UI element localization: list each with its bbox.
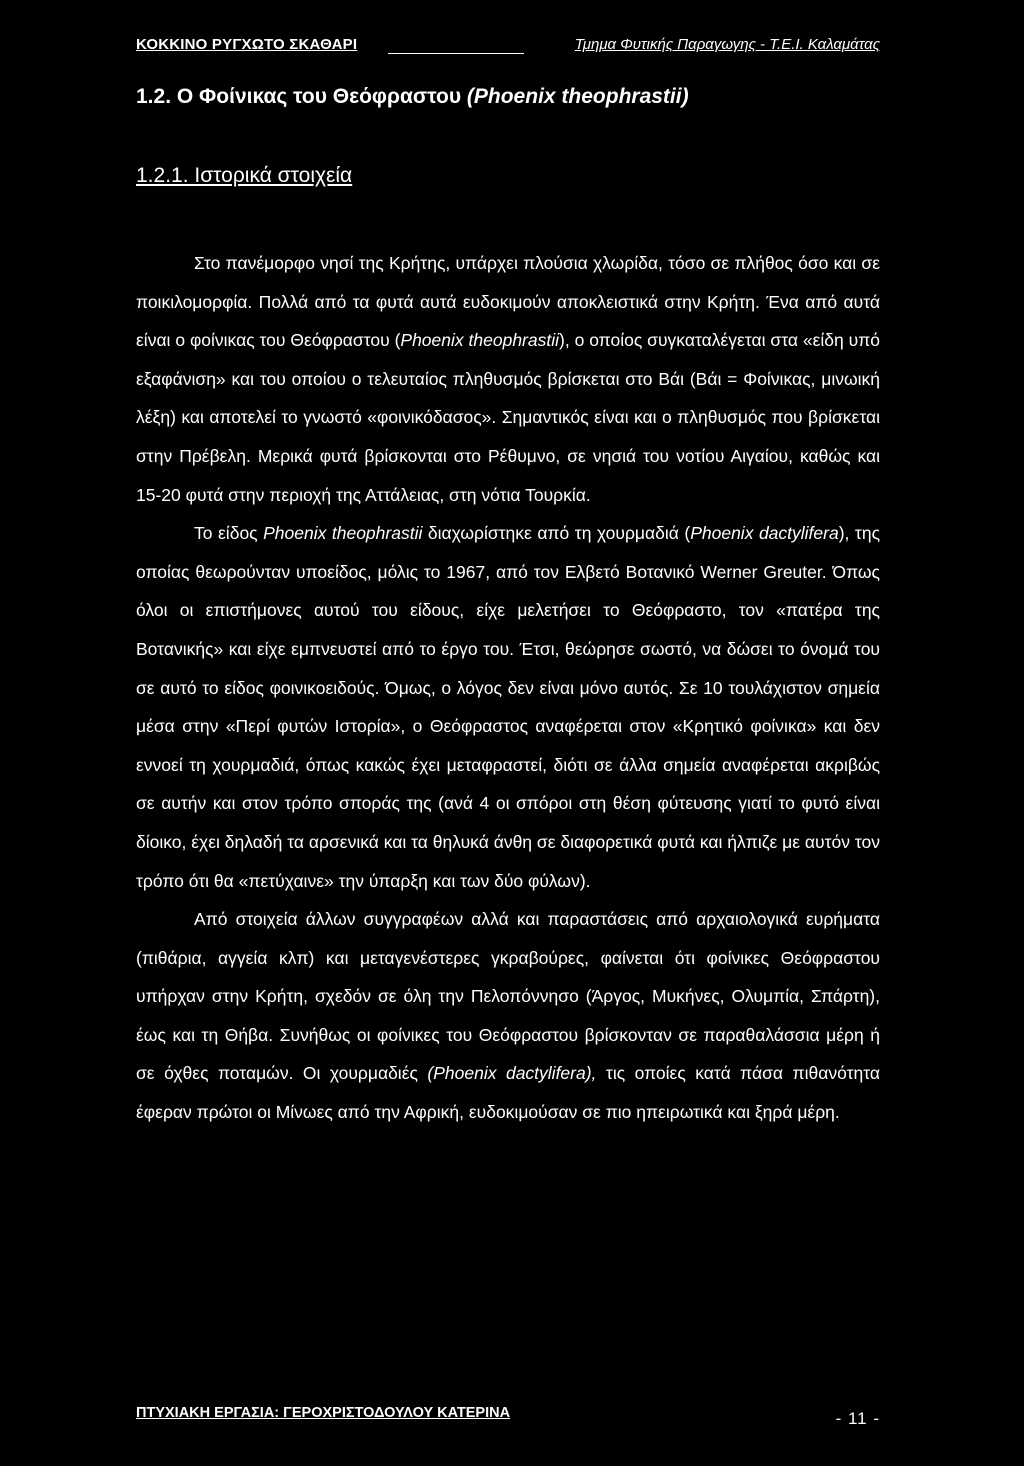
- text-run: ), ο οποίος συγκαταλέγεται στα «είδη υπό εξαφάνιση» και του οποίου ο τελευταίος πληθυσμός βρίσκεται στο Βάι (Βάι = Φοίνικας, μινωική λέξη) και αποτελεί το γνωστό «φοινικόδασος». Σημαντικός είναι και ο πληθυσμός που βρίσκεται στην Πρέβελη. Μερικά φυτά βρίσκονται στο Ρέθυμνο, σε νησιά του νοτίου Αιγαίου, καθώς και 15-20 φυτά στην περιοχή της Αττάλειας, στη νότια Τουρκία.: [136, 330, 881, 505]
- text-run: Το είδος: [194, 523, 264, 544]
- text-run: Από στοιχεία άλλων συγγραφέων αλλά και παραστάσεις από αρχαιολογικά ευρήματα (πιθάρια, αγγεία κλπ) και μεταγενέστερες γκραβούρες, φαίνεται ότι φοίνικες Θεόφραστου υπήρχαν στην Κρήτη, σχεδόν σε όλη την Πελοπόννησο (Άργος, Μυκήνες, Ολυμπία, Σπάρτη), έως και τη Θήβα. Συνήθως οι φοίνικες του Θεόφραστου βρίσκονταν σε παραθαλάσσια μέρη ή σε όχθες ποταμών. Οι χουρμαδιές: [136, 909, 880, 1084]
- text-run: διαχωρίστηκε από τη χουρμαδιά (: [422, 523, 691, 544]
- running-header: [136, 36, 880, 60]
- subsection-heading: 1.2.1. Ιστορικά στοιχεία: [136, 164, 353, 187]
- header-rule: [388, 53, 524, 54]
- section-latin-name: (Phoenix theophrastii): [466, 85, 689, 108]
- text-run: ), της οποίας θεωρούνταν υποείδος, μόλις το 1967, από τον Ελβετό Βοτανικό Werner Greuter. Όπως όλοι οι επιστήμονες αυτού του είδους, είχε μελετήσει το Θεόφραστο, τον «πατέρα της Βοτανικής» και είχε εμπνευστεί από το έργο του. Έτσι, θεώρησε σωστό, να δώσει το όνομά του σε αυτό το είδος φοινικοειδούς. Όμως, ο λόγος δεν είναι μόνο αυτός. Σε 10 τουλάχιστον σημεία μέσα στην «Περί φυτών Ιστορία», ο Θεόφραστος αναφέρεται στον «Κρητικό φοίνικα» και δεν εννοεί τη χουρμαδιά, όπως κακώς έχει μεταφραστεί, διότι σε άλλα σημεία αναφέρεται ακριβώς σε αυτήν και στον τρόπο σποράς της (ανά 4 οι σπόροι στη θέση φύτευσης γιατί το φυτό είναι δίοικο, έχει δηλαδή τα αρσενικά και τα θηλυκά άνθη σε διαφορετικά φυτά και ήλπιζε με αυτόν τον τρόπο ότι θα «πετύχαινε» την ύπαρξη και των δύο φύλων).: [136, 523, 880, 891]
- paragraph: [136, 900, 880, 1132]
- section-heading: [136, 85, 689, 109]
- text-run: τις οποίες κατά πάσα πιθανότητα έφεραν πρώτοι οι Μίνωες από την Αφρική, ευδοκιμούσαν σε πιο ηπειρωτικά και ξηρά μέρη.: [136, 1063, 880, 1123]
- text-run: Στο πανέμορφο νησί της Κρήτης, υπάρχει πλούσια χλωρίδα, τόσο σε πλήθος όσο και σε ποικιλομορφία. Πολλά από τα φυτά αυτά ευδοκιμούν αποκλειστικά στην Κρήτη. Ένα από αυτά είναι ο φοίνικας του Θεόφραστου (: [136, 253, 880, 351]
- header-title: ΚΟΚΚΙΝΟ ΡΥΓΧΩΤΟ ΣΚΑΘΑΡΙ: [136, 36, 358, 53]
- latin-term: Phoenix theophrastii: [263, 523, 423, 544]
- latin-term: Phoenix dactylifera: [690, 523, 839, 544]
- body-text: [136, 244, 880, 1132]
- page-number: - 11 -: [835, 1409, 880, 1428]
- paragraph: [136, 244, 880, 514]
- section-title: Ο Φοίνικας του Θεόφραστου: [176, 85, 462, 108]
- latin-term: Phoenix theophrastii: [400, 330, 560, 351]
- section-number: 1.2.: [136, 85, 172, 108]
- header-department: Τμημα Φυτικής Παραγωγης - Τ.Ε.Ι. Καλαμάτας: [574, 36, 880, 53]
- footer-author: ΠΤΥΧΙΑΚΗ ΕΡΓΑΣΙΑ: ΓΕΡΟΧΡΙΣΤΟΔΟΥΛΟΥ ΚΑΤΕΡΙΝΑ: [136, 1405, 511, 1421]
- page-footer: [136, 1405, 880, 1435]
- paragraph: [136, 514, 880, 900]
- latin-term: (Phoenix dactylifera),: [427, 1063, 597, 1084]
